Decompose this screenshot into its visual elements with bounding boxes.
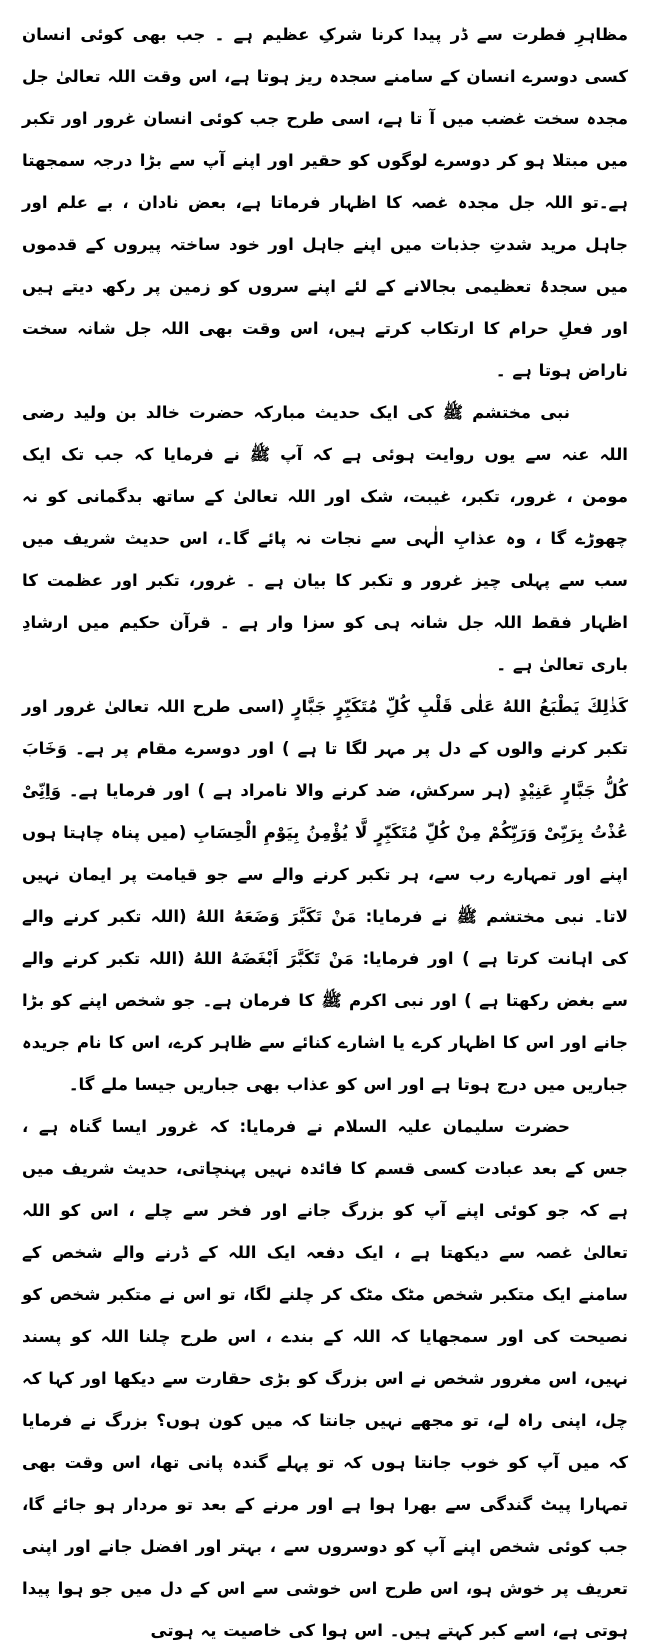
document-text-body [22,14,628,1652]
paragraph-1: مظاہرِ فطرت سے ڈر پیدا کرنا شرکِ عظیم ہے ۔ جب بھی کوئی انسان کسی دوسرے انسان کے سامنے سجدہ ریز ہوتا ہے، اس وقت اللہ تعالیٰ جل مجدہ سخت غضب میں آ تا ہے، اسی طرح جب کوئی انسان غرور اور تکبر میں مبتلا ہو کر دوسرے لوگوں کو حقیر اور اپنے آپ سے بڑا درجہ سمجھتا ہے۔تو اللہ جل مجدہ غصہ کا اظہار فرماتا ہے، بعض نادان ، بے علم اور جاہل مرید شدتِ جذبات میں اپنے جاہل اور خود ساختہ پیروں کے قدموں میں سجدۂ تعظیمی بجالانے کے لئے اپنے سروں کو زمین پر رکھ دیتے ہیں اور فعلِ حرام کا ارتکاب کرتے ہیں، اس وقت بھی اللہ جل شانہ سخت ناراض ہوتا ہے ۔ [22,25,628,380]
paragraph-2: نبی مختشم ﷺ کی ایک حدیث مبارکہ حضرت خالد بن ولید رضی اللہ عنہ سے یوں روایت ہوئی ہے کہ آپ ﷺ نے فرمایا کہ جب تک ایک مومن ، غرور، تکبر، غیبت، شک اور اللہ تعالیٰ کے ساتھ بدگمانی کو نہ چھوڑے گا ، وہ عذابِ الٰہی سے نجات نہ پائے گا۔، اس حدیث شریف میں سب سے پہلی چیز غرور و تکبر کا بیان ہے ۔ غرور، تکبر اور عظمت کا اظہار فقط اللہ جل شانہ ہی کو سزا وار ہے ۔ قرآن حکیم میں ارشادِ باری تعالیٰ ہے ۔ [22,403,628,674]
paragraph-3: كَذٰلِكَ يَطْبَعُ اللهُ عَلٰى قَلْبِ كُلِّ مُتَكَبِّرٍ جَبَّارٍ (اسی طرح اللہ تعالیٰ غرور اور تکبر کرنے والوں کے دل پر مہر لگا تا ہے ) اور دوسرے مقام پر ہے۔ وَخَابَ كُلُّ جَبَّارٍ عَنِيْدٍ (ہر سرکش، ضد کرنے والا نامراد ہے ) اور فرمایا ہے۔ وَاِنِّىْ عُذْتُ بِرَبِّىْ وَرَبِّكُمْ مِنْ كُلِّ مُتَكَبِّرٍ لَّا يُؤْمِنُ بِيَوْمِ الْحِسَابِ (میں پناہ چاہتا ہوں اپنے اور تمہارے رب سے، ہر تکبر کرنے والے سے جو قیامت پر ایمان نہیں لاتا۔ نبی مختشم ﷺ نے فرمایا: مَنْ تَكَبَّرَ وَضَعَهُ اللهُ (اللہ تکبر کرنے والے کی اہانت کرتا ہے ) اور فرمایا: مَنْ تَكَبَّرَ اَبْغَضَهُ اللهُ (اللہ تکبر کرنے والے سے بغض رکھتا ہے ) اور نبی اکرم ﷺ کا فرمان ہے۔ جو شخص اپنے کو بڑا جانے اور اس کا اظہار کرے یا اشارے کنائے سے ظاہر کرے، اس کا نام جریدہ جباریں میں درج ہوتا ہے اور اس کو عذاب بھی جباریں جیسا ملے گا۔ [22,697,628,1094]
paragraph-4: حضرت سلیمان علیہ السلام نے فرمایا: کہ غرور ایسا گناہ ہے ، جس کے بعد عبادت کسی قسم کا فائدہ نہیں پہنچاتی، حدیث شریف میں ہے کہ جو کوئی اپنے آپ کو بزرگ جانے اور فخر سے چلے ، اس کو اللہ تعالیٰ غصہ سے دیکھتا ہے ، ایک دفعہ ایک اللہ کے ڈرنے والے شخص کے سامنے ایک متکبر شخص مٹک مٹک کر چلنے لگا، تو اس نے متکبر شخص کو نصیحت کی اور سمجھایا کہ اللہ کے بندے ، اس طرح چلنا اللہ کو پسند نہیں، اس مغرور شخص نے اس بزرگ کو بڑی حقارت سے دیکھا اور کہا کہ چل، اپنی راہ لے، تو مجھے نہیں جانتا کہ میں کون ہوں؟ بزرگ نے فرمایا کہ میں آپ کو خوب جانتا ہوں کہ تو پہلے گندہ پانی تھا، اس وقت بھی تمہارا پیٹ گندگی سے بھرا ہوا ہے اور مرنے کے بعد تو مردار ہو جائے گا، جب کوئی شخص اپنے آپ کو دوسروں سے ، بہتر اور افضل جانے اور اپنی تعریف پر خوش ہو، اس طرح اس خوشی سے اس کے دل میں جو ہوا پیدا ہوتی ہے، اسے کبر کہتے ہیں۔ اس ہوا کی خاصیت یہ ہوتی [22,1117,628,1640]
